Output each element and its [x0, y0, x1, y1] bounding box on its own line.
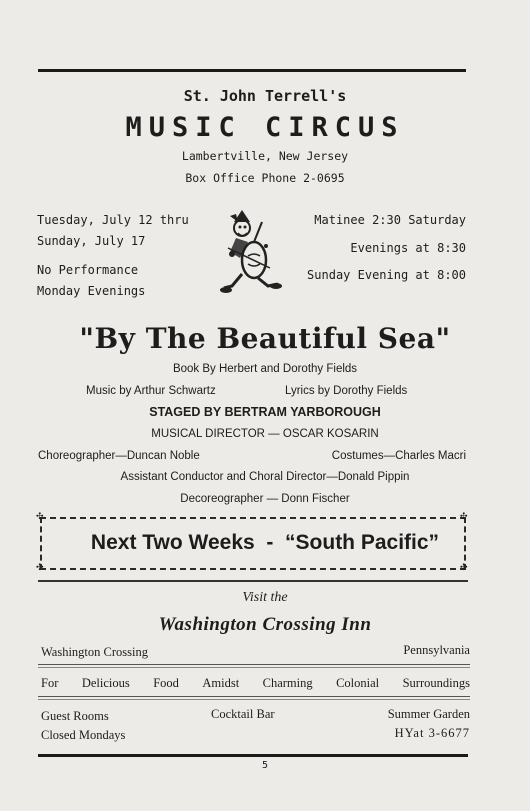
- next-two-weeks-text: Next Two Weeks - “South Pacific”: [90, 531, 440, 554]
- choreographer-credit: Choreographer—Duncan Noble: [38, 450, 200, 462]
- tagline-word: Food: [153, 676, 179, 690]
- inn-name: Washington Crossing Inn: [158, 614, 372, 635]
- tagline-row: [41, 676, 470, 691]
- inn-town: Washington Crossing: [41, 645, 148, 659]
- dates-line-1: Tuesday, July 12 thru: [37, 213, 189, 227]
- dates-line-2: Sunday, July 17: [37, 234, 146, 248]
- no-performance-line-1: No Performance: [37, 263, 139, 277]
- tagline-word: Colonial: [336, 676, 380, 690]
- closed-mondays: Closed Mondays: [41, 728, 126, 742]
- ad-top-rule: [38, 580, 468, 582]
- tagline-word: Charming: [262, 676, 313, 690]
- musical-director-credit: MUSICAL DIRECTOR — OSCAR KOSARIN: [151, 428, 379, 440]
- show-title: "By The Beautiful Sea": [79, 322, 451, 355]
- decoreographer-credit: Decoreographer — Donn Fischer: [180, 493, 350, 505]
- guest-rooms: Guest Rooms: [41, 709, 109, 723]
- music-circus-title: MUSIC CIRCUS: [125, 112, 405, 143]
- tagline-word: For: [41, 676, 59, 690]
- sunday-evening-line: Sunday Evening at 8:00: [307, 268, 466, 282]
- costumes-credit: Costumes—Charles Macri: [331, 450, 466, 462]
- tagline-top-rule-2: [38, 667, 470, 668]
- clown-cellist-illustration: [218, 208, 284, 298]
- book-credit: Book By Herbert and Dorothy Fields: [172, 363, 358, 375]
- summer-garden: Summer Garden: [387, 707, 470, 721]
- lyrics-credit: Lyrics by Dorothy Fields: [285, 385, 408, 397]
- assistant-conductor-credit: Assistant Conductor and Choral Director—Donald Pippin: [120, 471, 410, 483]
- location-line: Lambertville, New Jersey: [181, 149, 349, 163]
- music-credit: Music by Arthur Schwartz: [86, 385, 216, 397]
- no-performance-line-2: Monday Evenings: [37, 284, 146, 298]
- tagline-word: Amidst: [202, 676, 240, 690]
- tagline-word: Surroundings: [402, 676, 470, 690]
- presenter-line: St. John Terrell's: [183, 87, 347, 105]
- box-office-line: Box Office Phone 2-0695: [185, 171, 345, 185]
- evenings-line: Evenings at 8:30: [350, 241, 466, 255]
- staged-by-credit: STAGED BY BERTRAM YARBOROUGH: [149, 405, 381, 419]
- cocktail-bar: Cocktail Bar: [211, 707, 275, 721]
- inn-phone: HYat 3-6677: [394, 726, 470, 740]
- tagline-word: Delicious: [81, 676, 130, 690]
- top-rule: [38, 69, 466, 72]
- bottom-rule: [38, 754, 468, 757]
- tagline-bottom-rule-2: [38, 699, 470, 700]
- page-number: 5: [261, 760, 269, 771]
- tagline-bottom-rule: [38, 696, 470, 697]
- program-page: St. John Terrell's MUSIC CIRCUS Lambertville, New Jersey Box Office Phone 2-0695 Tuesday, July 12 thru Sunday, July 17 No Performance Monday Evenings Matinee 2:30 Saturday Evenings at 8:30 Sunday Evening at 8:00 "By The Beautiful Sea" Book By Herbert and Dorothy Fields Music by Arthur Schwartz Lyrics by Dorothy Fields STAGED BY BERTRAM YARBOROUGH MUSICAL DIRECTOR — OSCAR KOSARIN Choreographer—Duncan Noble Costumes—Charles Macri Assistant Conductor and Choral Director—Donald Pippin Decoreographer — Donn Fischer ✣ ✣ ✣ ✣ Next Two Weeks - “South Pacific” Visit the Washington Crossing Inn Washington Crossing Pennsylvania For Delicious Food Amidst Charming Colonial Surroundings Guest Rooms Closed Mondays Cocktail Bar Summer Garden HYat 3-6677 5: [0, 0, 530, 811]
- visit-the-line: Visit the: [242, 590, 288, 605]
- tagline-top-rule: [38, 664, 470, 665]
- inn-state: Pennsylvania: [403, 643, 470, 657]
- matinee-line: Matinee 2:30 Saturday: [314, 213, 466, 227]
